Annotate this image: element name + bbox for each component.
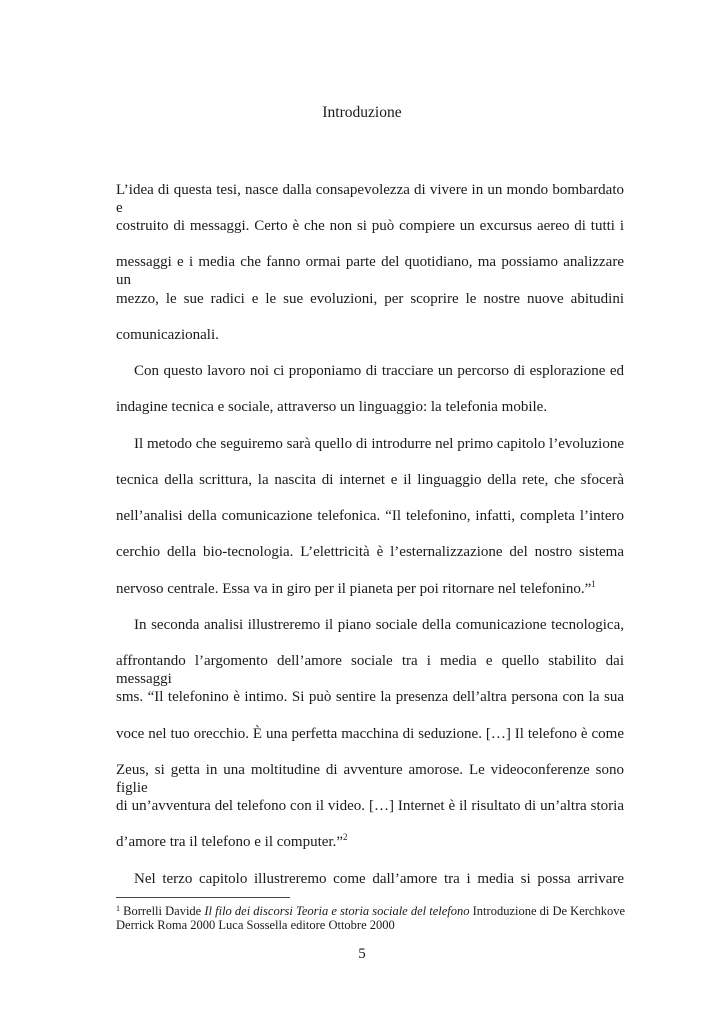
footnote-work-title: Il filo dei discorsi Teoria e storia sociale del telefono <box>204 904 470 918</box>
body-line: In seconda analisi illustreremo il piano sociale della comunicazione tecnologica, <box>134 617 624 633</box>
body-line: Il metodo che seguiremo sarà quello di introdurre nel primo capitolo l’evoluzione <box>134 436 624 452</box>
footnote <box>116 904 636 918</box>
body-line-text: nervoso centrale. Essa va in giro per il pianeta per poi ritornare nel telefonino.” <box>116 581 592 597</box>
footnote-line-2: Derrick Roma 2000 Luca Sossella editore Ottobre 2000 <box>116 918 395 932</box>
body-line: affrontando l’argomento dell’amore sociale tra i media e quello stabilito dai messaggi <box>116 653 624 687</box>
body-line: costruito di messaggi. Certo è che non si può compiere un excursus aereo di tutti i <box>116 218 624 234</box>
body-line: Con questo lavoro noi ci proponiamo di tracciare un percorso di esplorazione ed <box>134 363 624 379</box>
footnote-number: 1 <box>116 904 120 913</box>
body-line: di un’avventura del telefono con il video. […] Internet è il risultato di un’altra storia <box>116 798 624 814</box>
body-line: indagine tecnica e sociale, attraverso un linguaggio: la telefonia mobile. <box>116 399 548 415</box>
body-line: comunicazionali. <box>116 327 219 343</box>
footnote-ref[interactable]: 2 <box>343 832 348 842</box>
body-line: L’idea di questa tesi, nasce dalla consapevolezza di vivere in un mondo bombardato e <box>116 182 624 216</box>
body-line: Zeus, si getta in una moltitudine di avventure amorose. Le videoconferenze sono figlie <box>116 762 624 796</box>
footnote-author: Borrelli Davide <box>123 904 202 918</box>
page-number: 5 <box>358 946 366 962</box>
footnote-rest: Introduzione di De Kerchkove <box>472 904 626 918</box>
body-line <box>116 580 624 598</box>
body-line: mezzo, le sue radici e le sue evoluzioni, per scoprire le nostre nuove abitudini <box>116 291 624 307</box>
page-title: Introduzione <box>322 104 402 121</box>
body-line: messaggi e i media che fanno ormai parte del quotidiano, ma possiamo analizzare un <box>116 254 624 288</box>
body-line: sms. “Il telefonino è intimo. Si può sentire la presenza dell’altra persona con la sua <box>116 689 624 705</box>
footnote-ref[interactable]: 1 <box>591 579 596 589</box>
body-line: voce nel tuo orecchio. È una perfetta macchina di seduzione. […] Il telefono è come <box>116 726 624 742</box>
body-line-text: d’amore tra il telefono e il computer.” <box>116 834 343 850</box>
body-line <box>116 833 624 851</box>
footnote-separator <box>116 897 290 898</box>
body-line: Nel terzo capitolo illustreremo come dall’amore tra i media si possa arrivare <box>116 870 624 888</box>
body-line: cerchio della bio-tecnologia. L’elettricità è l’esternalizzazione del nostro sistema <box>116 544 624 560</box>
body-line: nell’analisi della comunicazione telefonica. “Il telefonino, infatti, completa l’intero <box>116 508 624 524</box>
body-line: tecnica della scrittura, la nascita di internet e il linguaggio della rete, che sfocerà <box>116 472 624 488</box>
